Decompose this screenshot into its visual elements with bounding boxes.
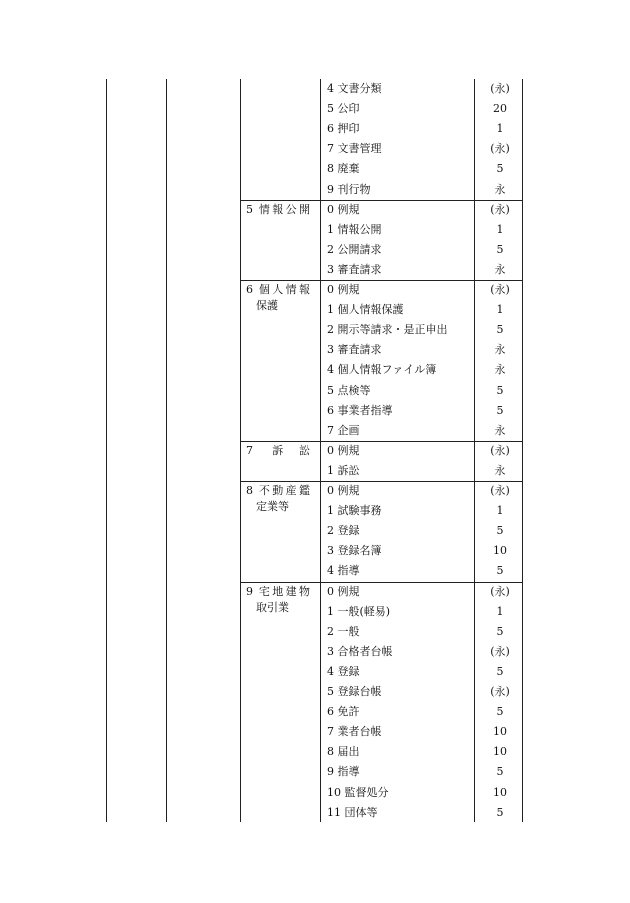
retention-period: 1 xyxy=(496,222,504,236)
item-name: 3 審査請求 xyxy=(327,262,382,276)
retention-period: 1 xyxy=(496,303,504,317)
section-label xyxy=(246,202,310,218)
section-rule xyxy=(240,200,522,201)
retention-period: 10 xyxy=(493,725,507,739)
retention-period: 5 xyxy=(496,383,504,397)
retention-period: 永 xyxy=(494,343,506,357)
section-label-line: 9 宅地建物 xyxy=(246,584,310,598)
retention-period: 5 xyxy=(496,805,504,819)
retention-period: 5 xyxy=(496,403,504,417)
item-name: 4 文書分類 xyxy=(327,82,382,95)
item-name: 6 押印 xyxy=(327,122,360,136)
section-label xyxy=(246,483,310,515)
item-name: 0 例規 xyxy=(327,202,360,216)
item-name: 4 登録 xyxy=(327,664,360,678)
item-name: 4 個人情報ファイル簿 xyxy=(327,363,437,377)
section-label-line: 5 情報公開 xyxy=(246,202,310,216)
item-name: 3 登録名簿 xyxy=(327,544,382,558)
retention-period: (永) xyxy=(490,142,510,156)
item-name: 3 合格者台帳 xyxy=(327,644,393,658)
section-rule xyxy=(240,481,522,482)
column-rule xyxy=(106,79,107,822)
retention-period: 永 xyxy=(494,182,506,196)
retention-period: (永) xyxy=(490,202,510,216)
column-rule xyxy=(522,79,523,822)
retention-period: 永 xyxy=(494,423,506,437)
retention-period: 5 xyxy=(496,664,504,678)
retention-period: (永) xyxy=(490,82,510,95)
item-name: 10 監督処分 xyxy=(327,785,389,799)
section-label-line: 取引業 xyxy=(256,600,289,614)
item-name: 2 登録 xyxy=(327,524,360,538)
retention-period: 5 xyxy=(496,765,504,779)
item-name: 1 個人情報保護 xyxy=(327,303,404,317)
item-name: 0 例規 xyxy=(327,283,360,296)
item-name: 3 審査請求 xyxy=(327,343,382,357)
item-name: 8 廃棄 xyxy=(327,162,360,176)
item-name: 4 指導 xyxy=(327,564,360,578)
section-rule xyxy=(240,441,522,442)
column-rule xyxy=(240,79,241,822)
item-name: 6 事業者指導 xyxy=(327,403,393,417)
section-rule xyxy=(240,582,522,583)
retention-period: 5 xyxy=(496,524,504,538)
item-name: 7 文書管理 xyxy=(327,142,382,156)
item-name: 1 試験事務 xyxy=(327,504,382,518)
section-label xyxy=(246,584,310,616)
retention-period: 5 xyxy=(496,162,504,176)
item-name: 11 団体等 xyxy=(327,805,378,819)
retention-period: 5 xyxy=(496,564,504,578)
retention-period: (永) xyxy=(490,685,510,698)
section-label-line: 8 不動産鑑 xyxy=(246,484,310,497)
column-rule xyxy=(474,79,475,822)
retention-period: 1 xyxy=(496,604,504,618)
item-name: 2 開示等請求・是正申出 xyxy=(327,323,448,337)
retention-period: 5 xyxy=(496,705,504,719)
retention-period: 5 xyxy=(496,323,504,337)
item-name: 0 例規 xyxy=(327,484,360,497)
item-name: 8 届出 xyxy=(327,745,360,759)
item-name: 9 指導 xyxy=(327,765,360,779)
item-name: 2 公開請求 xyxy=(327,242,382,256)
retention-period: 1 xyxy=(496,122,504,136)
retention-period: (永) xyxy=(490,484,510,497)
retention-period: 5 xyxy=(496,624,504,638)
retention-period: 10 xyxy=(493,745,507,759)
item-name: 7 業者台帳 xyxy=(327,725,382,739)
retention-period: 5 xyxy=(496,242,504,256)
section-rule xyxy=(240,280,522,281)
item-name: 0 例規 xyxy=(327,443,360,457)
item-name: 5 公印 xyxy=(327,102,360,116)
item-name: 6 免許 xyxy=(327,705,360,719)
section-label-line: 保護 xyxy=(256,299,278,312)
section-label xyxy=(246,443,310,459)
retention-period: (永) xyxy=(490,443,510,457)
item-name: 7 企画 xyxy=(327,423,360,437)
section-label-line: 7 訴訟 xyxy=(246,443,310,457)
retention-period: 永 xyxy=(494,262,506,276)
retention-period: (永) xyxy=(490,644,510,658)
retention-period: 10 xyxy=(493,785,507,799)
section-label-line: 6 個人情報 xyxy=(246,283,310,296)
item-name: 5 点検等 xyxy=(327,383,371,397)
item-name: 1 訴訟 xyxy=(327,463,360,477)
column-rule xyxy=(166,79,167,822)
item-name: 5 登録台帳 xyxy=(327,685,382,698)
retention-period: 1 xyxy=(496,504,504,518)
item-name: 1 一般(軽易) xyxy=(327,604,391,618)
retention-period: 10 xyxy=(493,544,507,558)
item-name: 0 例規 xyxy=(327,584,360,598)
column-rule xyxy=(320,79,321,822)
retention-period: 20 xyxy=(493,102,507,116)
item-name: 2 一般 xyxy=(327,624,360,638)
retention-period: 永 xyxy=(494,463,506,477)
retention-period: (永) xyxy=(490,584,510,598)
section-label xyxy=(246,282,310,314)
section-label-line: 定業等 xyxy=(256,500,289,513)
item-name: 1 情報公開 xyxy=(327,222,382,236)
retention-period: (永) xyxy=(490,283,510,296)
retention-period: 永 xyxy=(494,363,506,377)
item-name: 9 刊行物 xyxy=(327,182,371,196)
